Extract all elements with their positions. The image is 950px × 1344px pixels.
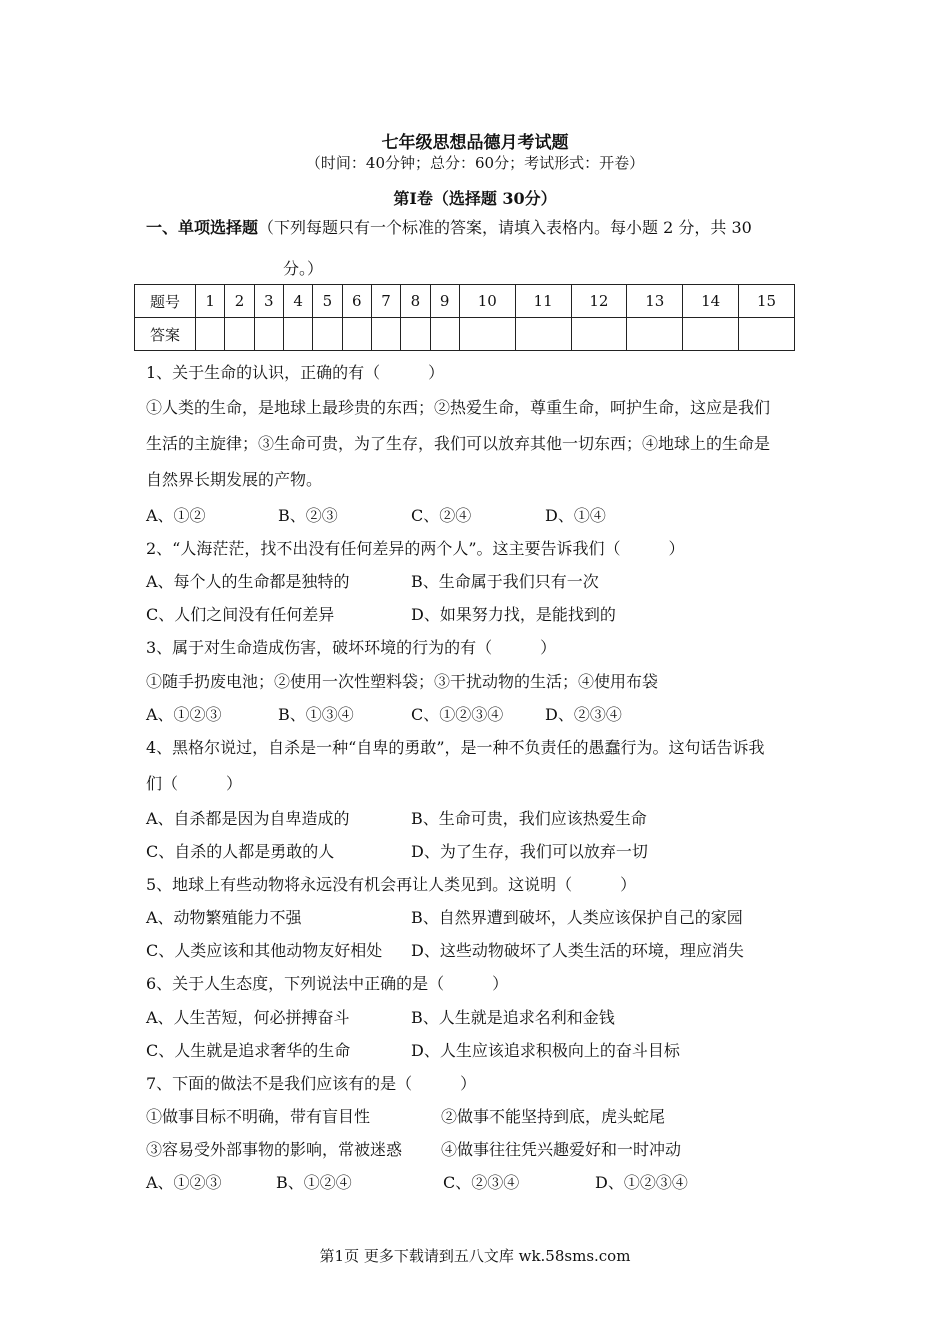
- q3-option-d: D、②③④: [545, 705, 622, 724]
- q2-option-a: A、每个人的生命都是独特的: [146, 572, 350, 591]
- q5-option-b: B、自然界遭到破坏，人类应该保护自己的家园: [411, 908, 743, 927]
- answer-cell[interactable]: [342, 318, 371, 351]
- answer-row-header: 答案: [135, 318, 196, 351]
- number-row-header: 题号: [135, 285, 196, 318]
- exam-title: 七年级思想品德月考试题: [381, 133, 569, 153]
- q5-option-c: C、人类应该和其他动物友好相处: [146, 941, 383, 960]
- q7-option-a: A、①②③: [146, 1173, 222, 1192]
- q5-option-a: A、动物繁殖能力不强: [146, 908, 302, 927]
- q3-option-b: B、①③④: [278, 705, 354, 724]
- instruction-continuation: 分。）: [283, 259, 324, 278]
- q7-statement-4: ④做事往往凭兴趣爱好和一时冲动: [441, 1140, 682, 1159]
- q3-option-c: C、①②③④: [411, 705, 504, 724]
- question-number-cell: 2: [225, 285, 254, 318]
- answer-cell[interactable]: [254, 318, 283, 351]
- q1-option-a: A、①②: [146, 506, 206, 525]
- instruction-text: （下列每题只有一个标准的答案，请填入表格内。每小题 2 分，共 30: [258, 218, 752, 237]
- q4-option-c: C、自杀的人都是勇敢的人: [146, 842, 335, 861]
- question-number-cell: 7: [371, 285, 400, 318]
- answer-table: [134, 284, 795, 351]
- q7-statement-1: ①做事目标不明确，带有盲目性: [146, 1107, 371, 1126]
- exam-subtitle: （时间：40分钟；总分：60分；考试形式：开卷）: [305, 154, 645, 172]
- q1-option-d: D、①④: [545, 506, 606, 525]
- q2-option-c: C、人们之间没有任何差异: [146, 605, 335, 624]
- q5-stem: 5、地球上有些动物将永远没有机会再让人类见到。这说明（ ）: [146, 875, 637, 894]
- q7-statement-2: ②做事不能坚持到底，虎头蛇尾: [441, 1107, 666, 1126]
- answer-cell[interactable]: [313, 318, 342, 351]
- q1-stem: 1、关于生命的认识，正确的有（ ）: [146, 363, 445, 382]
- answer-cell[interactable]: [401, 318, 430, 351]
- question-number-cell: 3: [254, 285, 283, 318]
- q1-option-c: C、②④: [411, 506, 472, 525]
- question-number-cell: 11: [515, 285, 571, 318]
- answer-table-number-row: [135, 285, 795, 318]
- instruction: [146, 216, 816, 240]
- q3-body-line: ①随手扔废电池；②使用一次性塑料袋；③干扰动物的生活；④使用布袋: [146, 672, 659, 691]
- q1-option-b: B、②③: [278, 506, 338, 525]
- q4-stem-continuation: 们（ ）: [146, 774, 243, 793]
- q6-option-c: C、人生就是追求奢华的生命: [146, 1041, 351, 1060]
- answer-cell[interactable]: [459, 318, 515, 351]
- question-number-cell: 12: [571, 285, 627, 318]
- q6-stem: 6、关于人生态度，下列说法中正确的是（ ）: [146, 974, 509, 993]
- q7-option-c: C、②③④: [443, 1173, 520, 1192]
- q7-statement-3: ③容易受外部事物的影响，常被迷惑: [146, 1140, 403, 1159]
- answer-cell[interactable]: [225, 318, 254, 351]
- page-footer: 第1页 更多下载请到五八文库 wk.58sms.com: [319, 1247, 631, 1265]
- question-number-cell: 14: [683, 285, 739, 318]
- q2-stem: 2、“人海茫茫，找不出没有任何差异的两个人”。这主要告诉我们（ ）: [146, 539, 685, 558]
- instruction-label: 一、单项选择题: [146, 218, 259, 237]
- q2-option-d: D、如果努力找，是能找到的: [411, 605, 616, 624]
- answer-cell[interactable]: [739, 318, 795, 351]
- question-number-cell: 5: [313, 285, 342, 318]
- answer-table-answer-row: [135, 318, 795, 351]
- answer-cell[interactable]: [283, 318, 312, 351]
- answer-cell[interactable]: [627, 318, 683, 351]
- answer-cell[interactable]: [515, 318, 571, 351]
- q1-body-line: ①人类的生命，是地球上最珍贵的东西；②热爱生命，尊重生命，呵护生命，这应是我们: [146, 398, 771, 417]
- question-number-cell: 9: [430, 285, 459, 318]
- question-number-cell: 8: [401, 285, 430, 318]
- answer-cell[interactable]: [571, 318, 627, 351]
- q3-stem: 3、属于对生命造成伤害，破坏环境的行为的有（ ）: [146, 638, 557, 657]
- question-number-cell: 15: [739, 285, 795, 318]
- question-number-cell: 1: [196, 285, 225, 318]
- q4-option-a: A、自杀都是因为自卑造成的: [146, 809, 350, 828]
- q6-option-d: D、人生应该追求积极向上的奋斗目标: [411, 1041, 680, 1060]
- section-heading: 第Ⅰ卷（选择题 30分）: [393, 189, 557, 208]
- q3-option-a: A、①②③: [146, 705, 222, 724]
- q1-body-line: 自然界长期发展的产物。: [146, 470, 323, 489]
- q4-stem: 4、黑格尔说过，自杀是一种“自卑的勇敢”，是一种不负责任的愚蠢行为。这句话告诉我: [146, 738, 765, 757]
- q5-option-d: D、这些动物破坏了人类生活的环境，理应消失: [411, 941, 744, 960]
- q1-body-line: 生活的主旋律；③生命可贵，为了生存，我们可以放弃其他一切东西；④地球上的生命是: [146, 434, 771, 453]
- q6-option-a: A、人生苦短，何必拼搏奋斗: [146, 1008, 350, 1027]
- q6-option-b: B、人生就是追求名利和金钱: [411, 1008, 615, 1027]
- answer-cell[interactable]: [430, 318, 459, 351]
- answer-cell[interactable]: [196, 318, 225, 351]
- q7-option-b: B、①②④: [276, 1173, 352, 1192]
- question-number-cell: 4: [283, 285, 312, 318]
- question-number-cell: 13: [627, 285, 683, 318]
- q7-stem: 7、下面的做法不是我们应该有的是（ ）: [146, 1074, 477, 1093]
- q4-option-d: D、为了生存，我们可以放弃一切: [411, 842, 648, 861]
- question-number-cell: 6: [342, 285, 371, 318]
- q4-option-b: B、生命可贵，我们应该热爱生命: [411, 809, 647, 828]
- q7-option-d: D、①②③④: [595, 1173, 688, 1192]
- answer-cell[interactable]: [683, 318, 739, 351]
- question-number-cell: 10: [459, 285, 515, 318]
- answer-cell[interactable]: [371, 318, 400, 351]
- q2-option-b: B、生命属于我们只有一次: [411, 572, 599, 591]
